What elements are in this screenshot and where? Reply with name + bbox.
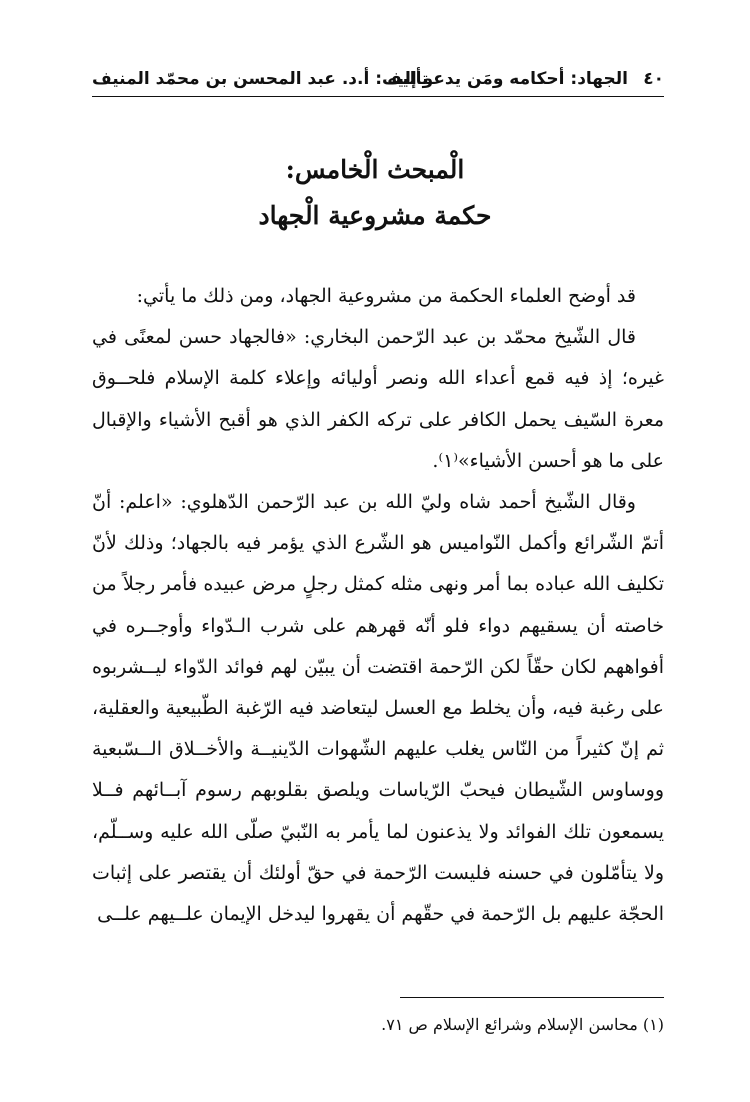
book-title: الجهاد: أحكامه ومَن يدعو إليه bbox=[387, 69, 628, 89]
section-label: الْمبحث الْخامس: bbox=[285, 155, 465, 184]
page-number: ٤٠ bbox=[643, 69, 664, 89]
body-text bbox=[92, 276, 664, 935]
running-header bbox=[92, 64, 664, 94]
footnote: (١) محاسن الإسلام وشرائع الإسلام ص ٧١. bbox=[381, 1015, 664, 1034]
paragraph-intro: قد أوضح العلماء الحكمة من مشروعية الجهاد، ومن ذلك ما يأتي: bbox=[136, 285, 636, 307]
section-title: حكمة مشروعية الْجهاد bbox=[258, 201, 492, 230]
author-credit: تأليف: أ.د. عبد المحسن بن محمّد المنيف bbox=[92, 69, 429, 89]
paragraph-bukhari-quote: قال الشّيخ محمّد بن عبد الرّحمن البخاري: «فالجهاد حسن لمعنًى في غيره؛ إذ فيه قمع أعداء الله ونصر أوليائه وإعلاء كلمة الإسلام فلحــوق معرة السّيف يحمل الكافر على تركه الكفر الذي هو أقبح الأشياء والإقبال على ما هو أحسن الأشياء»⁽١⁾. bbox=[92, 326, 664, 472]
header-rule bbox=[92, 96, 664, 97]
paragraph-dehlawi-quote: وقال الشّيخ أحمد شاه وليّ الله بن عبد الرّحمن الدّهلوي: «اعلم: أنّ أتمّ الشّرائع وأكمل النّواميس هو الشّرع الذي يؤمر فيه بالجهاد؛ وذلك لأنّ تكليف الله عباده بما أمر ونهى مثله كمثل رجلٍ مرض عبيده فأمر رجلاً من خاصته أن يسقيهم دواء فلو أنّه قهرهم على شرب الـدّواء وأوجــره في أفواههم لكان حقّاً لكن الرّحمة اقتضت أن يبيّن لهم فوائد الدّواء ليــشربوه على رغبة فيه، وأن يخلط مع العسل ليتعاضد فيه الرّغبة الطّبيعية والعقلية، ثم إنّ كثيراً من النّاس يغلب عليهم الشّهوات الدّينيــة والأخــلاق الــسّبعية ووساوس الشّيطان فيحبّ الرّياسات ويلصق بقلوبهم رسوم آبــائهم فــلا يسمعون تلك الفوائد ولا يذعنون لما يأمر به النّبيّ صلّى الله عليه وســلّم، ولا يتأمّلون في حسنه فليست الرّحمة في حقّ أولئك أن يقتصر على إثبات الحجّة عليهم بل الرّحمة في حقّهم أن يقهروا ليدخل الإيمان علــيهم علــى bbox=[92, 491, 664, 926]
footnote-rule bbox=[400, 997, 664, 998]
